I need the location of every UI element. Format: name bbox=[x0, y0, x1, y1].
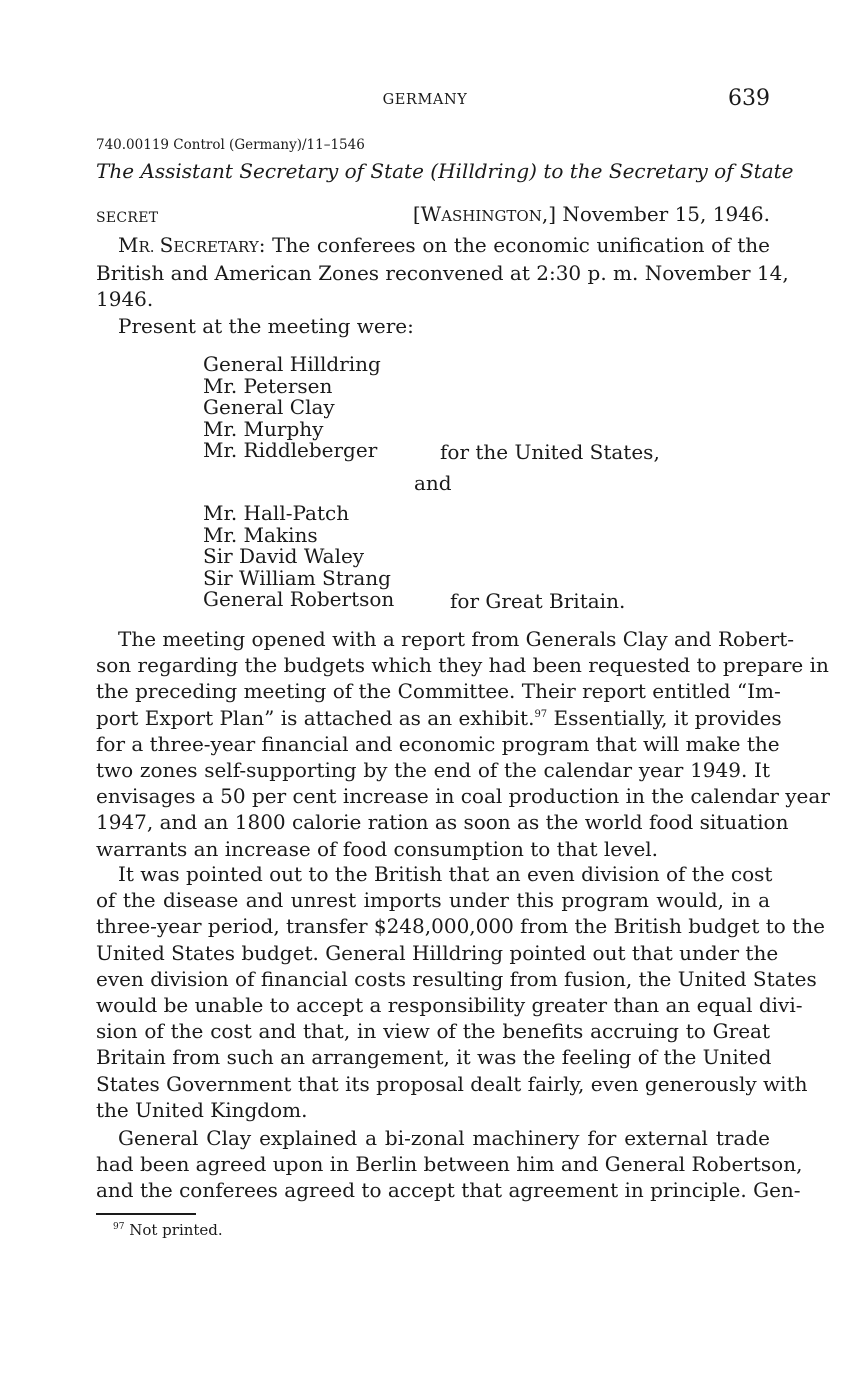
document-heading: The Assistant Secretary of State (Hilldring) to the Secretary of State bbox=[96, 159, 794, 183]
text-line: envisages a 50 per cent increase in coal production in the calendar year bbox=[96, 784, 830, 809]
text-line: The meeting opened with a report from Generals Clay and Robert- bbox=[118, 627, 795, 651]
footnote-text: Not printed. bbox=[124, 1221, 223, 1239]
text-segment: Essentially, it provides bbox=[547, 705, 782, 730]
footnote-reference[interactable]: 97 bbox=[534, 708, 548, 720]
running-head: GERMANY bbox=[382, 92, 468, 108]
body-paragraph-2 bbox=[96, 861, 825, 1123]
text-line: General Clay explained a bi-zonal machinery for external trade bbox=[118, 1126, 770, 1150]
delegate-name: Mr. Riddleberger bbox=[203, 438, 378, 463]
text-line: even division of financial costs resulting from fusion, the United States bbox=[96, 966, 817, 991]
text-line: the United Kingdom. bbox=[96, 1097, 308, 1122]
delegate-name: Sir David Waley bbox=[203, 544, 365, 569]
opening-line bbox=[96, 232, 770, 260]
text-line: three-year period, transfer $248,000,000 from the British budget to the bbox=[96, 914, 825, 939]
footnote-marker: 97 bbox=[113, 1222, 125, 1232]
footnote-rule bbox=[96, 1213, 196, 1215]
opening-line: 1946. bbox=[96, 287, 154, 312]
delegate-name: Mr. Hall-Patch bbox=[203, 501, 350, 525]
text-line: son regarding the budgets which they had been requested to prepare in bbox=[96, 653, 829, 678]
text-line: of the disease and unrest imports under this program would, in a bbox=[96, 888, 770, 913]
text-line: would be unable to accept a responsibility greater than an equal divi- bbox=[96, 993, 803, 1018]
us-delegation-list bbox=[203, 354, 381, 462]
delegate-name: Mr. Petersen bbox=[203, 373, 333, 398]
text-line: warrants an increase of food consumption to that level. bbox=[96, 836, 659, 861]
salutation-m: M bbox=[118, 233, 139, 257]
conjunction: and bbox=[414, 471, 452, 495]
file-reference: 740.00119 Control (Germany)/11–1546 bbox=[96, 137, 365, 153]
dateline bbox=[413, 202, 770, 226]
body-paragraph-1 bbox=[96, 626, 830, 862]
text-segment: port Export Plan” is attached as an exhibit. bbox=[96, 705, 535, 730]
text-line: sion of the cost and that, in view of the benefits accruing to Great bbox=[96, 1019, 770, 1044]
text-line: It was pointed out to the British that an even division of the cost bbox=[118, 862, 773, 886]
classification-label: SECRET bbox=[96, 210, 159, 226]
opening-text: : The conferees on the economic unification of the bbox=[258, 233, 770, 257]
text-line: for a three-year financial and economic program that will make the bbox=[96, 731, 780, 756]
delegate-name: General Clay bbox=[203, 395, 335, 420]
delegate-name: Sir William Strang bbox=[203, 565, 391, 590]
salutation-s: S bbox=[159, 233, 174, 257]
text-line: Britain from such an arrangement, it was the feeling of the United bbox=[96, 1045, 772, 1070]
page-number: 639 bbox=[728, 86, 770, 111]
text-line bbox=[96, 705, 782, 731]
us-delegation-label: for the United States, bbox=[440, 440, 660, 464]
dateline-city: ASHINGTON bbox=[441, 207, 542, 225]
text-line: States Government that its proposal dealt fairly, even generously with bbox=[96, 1071, 808, 1096]
dateline-rest: ,] November 15, 1946. bbox=[541, 202, 770, 226]
uk-delegation-list bbox=[203, 503, 394, 611]
attendance-intro: Present at the meeting were: bbox=[118, 314, 414, 338]
delegate-name: Mr. Murphy bbox=[203, 416, 324, 441]
opening-line: British and American Zones reconvened at 2:30 p. m. November 14, bbox=[96, 261, 789, 286]
text-line: 1947, and an 1800 calorie ration as soon as the world food situation bbox=[96, 810, 789, 835]
text-line: had been agreed upon in Berlin between him and General Robertson, bbox=[96, 1152, 803, 1177]
body-paragraph-3 bbox=[96, 1125, 803, 1204]
text-line: United States budget. General Hilldring pointed out that under the bbox=[96, 940, 779, 965]
salutation-rest: ECRETARY bbox=[173, 238, 259, 256]
uk-delegation-label: for Great Britain. bbox=[450, 589, 626, 613]
delegate-name: General Hilldring bbox=[203, 352, 381, 376]
salutation-r: R. bbox=[138, 238, 160, 256]
text-line: and the conferees agreed to accept that agreement in principle. Gen- bbox=[96, 1178, 801, 1203]
footnote bbox=[113, 1221, 223, 1239]
dateline-open: [W bbox=[412, 202, 442, 226]
text-line: the preceding meeting of the Committee. Their report entitled “Im- bbox=[96, 679, 781, 704]
opening-paragraph bbox=[96, 232, 789, 313]
text-line: two zones self-supporting by the end of the calendar year 1949. It bbox=[96, 758, 770, 783]
delegate-name: General Robertson bbox=[203, 587, 395, 612]
delegate-name: Mr. Makins bbox=[203, 522, 318, 547]
